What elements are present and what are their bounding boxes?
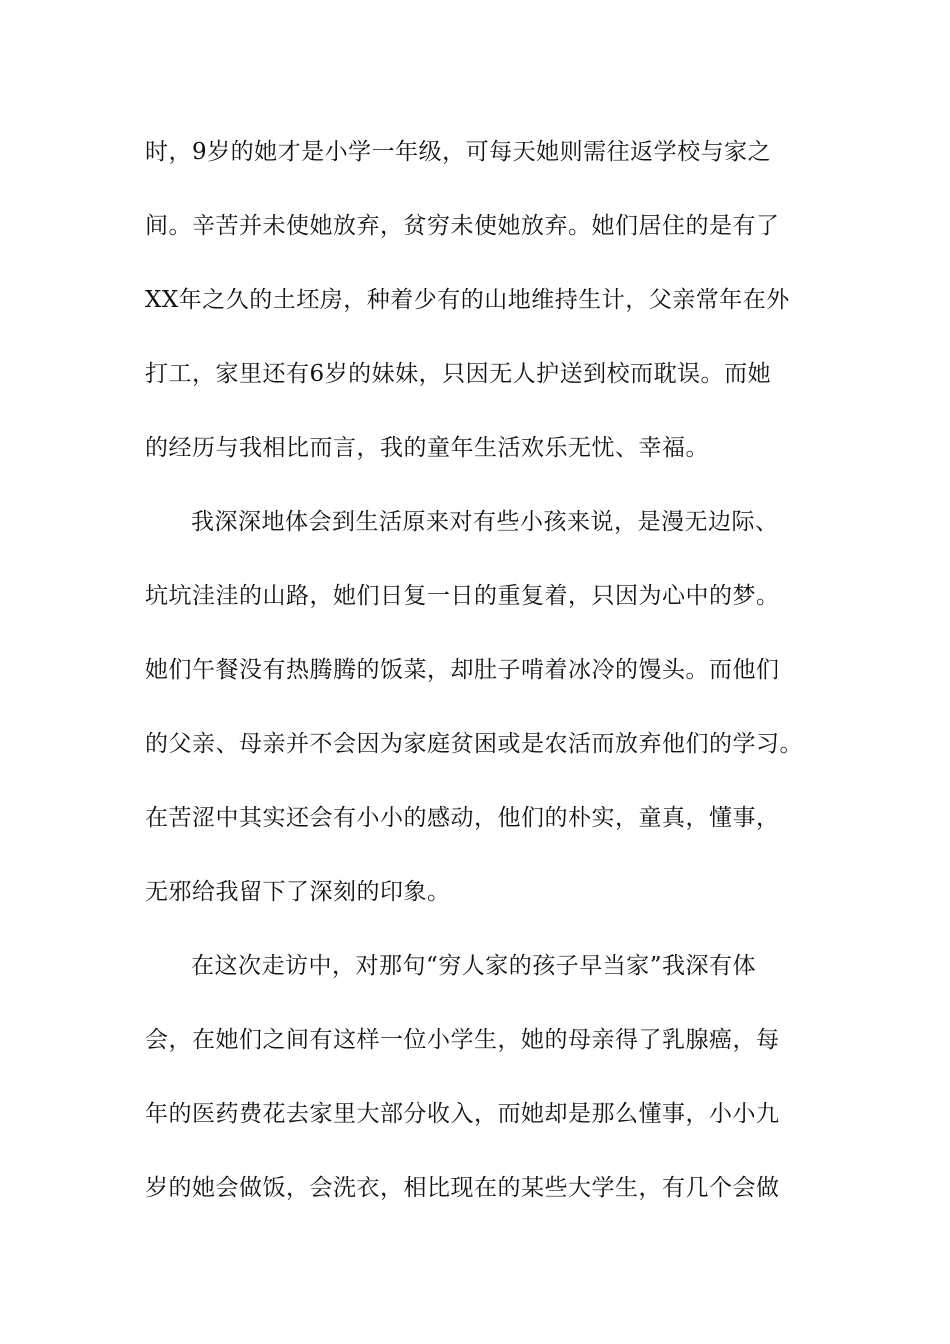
text-line-4: 打工，家里还有6岁的妹妹，只因无人护送到校而耽误。而她 [145,361,772,387]
text-line-12: 在这次走访中，对那句“穷人家的孩子早当家”我深有体 [191,953,757,979]
text-line-3: XX年之久的土坯房，种着少有的山地维持生计，父亲常年在外 [145,287,790,313]
text-line-8: 她们午餐没有热腾腾的饭菜，却肚子啃着冰冷的馒头。而他们 [145,657,780,683]
text-line-11: 无邪给我留下了深刻的印象。 [145,879,451,905]
text-line-2: 间。辛苦并未使她放弃，贫穷未使她放弃。她们居住的是有了 [145,213,780,239]
text-line-10: 在苦涩中其实还会有小小的感动，他们的朴实，童真，懂事， [145,805,780,831]
text-line-15: 岁的她会做饭，会洗衣，相比现在的某些大学生，有几个会做 [145,1175,780,1201]
text-line-6: 我深深地体会到生活原来对有些小孩来说，是漫无边际、 [191,509,779,535]
text-line-13: 会，在她们之间有这样一位小学生，她的母亲得了乳腺癌，每 [145,1027,780,1053]
text-line-1: 时，9岁的她才是小学一年级，可每天她则需往返学校与家之 [145,139,772,165]
document-body [145,130,835,1240]
text-line-7: 坑坑洼洼的山路，她们日复一日的重复着，只因为心中的梦。 [145,583,780,609]
text-line-9: 的父亲、母亲并不会因为家庭贫困或是农活而放弃他们的学习。 [145,731,803,757]
text-line-5: 的经历与我相比而言，我的童年生活欢乐无忧、幸福。 [145,435,709,461]
text-line-14: 年的医药费花去家里大部分收入，而她却是那么懂事，小小九 [145,1101,780,1127]
